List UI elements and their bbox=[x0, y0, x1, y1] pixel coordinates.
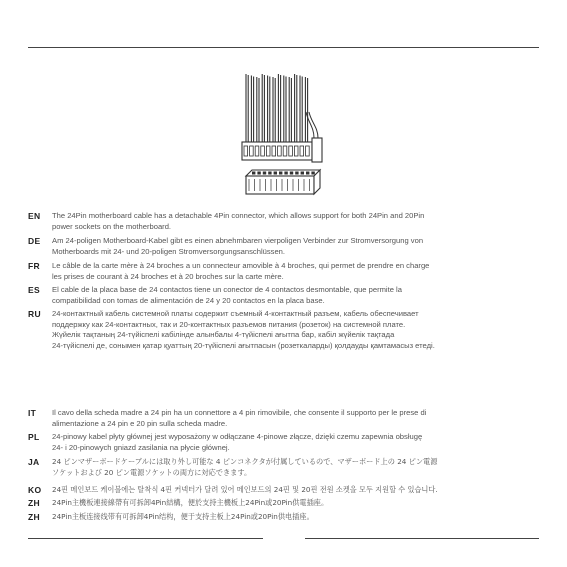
language-code: RU bbox=[28, 309, 41, 319]
language-entry-zh bbox=[28, 512, 544, 523]
language-code: JA bbox=[28, 457, 40, 467]
bottom-divider-right bbox=[305, 538, 539, 539]
language-text: The 24Pin motherboard cable has a detachable 4Pin connector, which allows support for both 24Pin and 20Pin power sockets on the motherboard. bbox=[52, 211, 425, 231]
motherboard-24pin-cable-illustration bbox=[228, 72, 328, 207]
language-entry-zh bbox=[28, 498, 544, 509]
language-text: 24Pin主機板連接線帶有可拆卸4Pin結構，便於支持主機板上24Pin或20Pin供電插座。 bbox=[52, 498, 329, 507]
language-code: ES bbox=[28, 285, 40, 295]
language-text: El cable de la placa base de 24 contactos tiene un conector de 4 contactos desmontable, que permite la compatibilidad con tomas de alimentación de 24 y 20 contactos en la placa base. bbox=[52, 285, 402, 305]
language-entry-pl bbox=[28, 432, 544, 453]
language-entry-ru bbox=[28, 309, 544, 351]
language-entry-fr bbox=[28, 261, 544, 282]
language-entry-it bbox=[28, 408, 544, 429]
language-code: ZH bbox=[28, 512, 40, 522]
language-entry-ko bbox=[28, 485, 544, 496]
language-entry-de bbox=[28, 236, 544, 257]
language-code: PL bbox=[28, 432, 40, 442]
language-text: 24-контактный кабель системной платы содержит съемный 4-контактный разъем, кабель обеспечивает поддержку как 24-контактных, так и 20-контактных разъемов питания (розеток) на системной плате. Жүйелік тақтаның 24-түйіспелі кабілінде алынбалы 4-түйіспелі ағытпа бар, кабіл жүйелік тақтада 24-түйіспелі де, сонымен қатар қуаттың 20-түйіспелі ағытпасын (розеткаларды) қолдауды қамтамасыз етеді. bbox=[52, 309, 435, 350]
language-code: DE bbox=[28, 236, 41, 246]
language-entry-en bbox=[28, 211, 544, 232]
language-code: IT bbox=[28, 408, 37, 418]
language-text: 24Pin主板连接线带有可拆卸4Pin结构，便于支持主板上24Pin或20Pin供电插座。 bbox=[52, 512, 314, 521]
language-code: ZH bbox=[28, 498, 40, 508]
top-divider bbox=[28, 47, 539, 48]
language-code: KO bbox=[28, 485, 42, 495]
bottom-divider-left bbox=[28, 538, 263, 539]
language-text: 24핀 메인보드 케이블에는 탈착식 4핀 커넥터가 달려 있어 메인보드의 24핀 및 20핀 전원 소켓을 모두 지원할 수 있습니다. bbox=[52, 485, 438, 494]
language-code: EN bbox=[28, 211, 41, 221]
language-text: 24 ピンマザーボードケーブルには取り外し可能な 4 ピンコネクタが付属しているので、マザーボード上の 24 ピン電源 ソケットおよび 20 ピン電源ソケットの両方に対応できます。 bbox=[52, 457, 438, 477]
language-entry-es bbox=[28, 285, 544, 306]
language-text: Le câble de la carte mère à 24 broches a un connecteur amovible à 4 broches, qui permet de prendre en charge les prises de courant à 24 broches et à 20 broches sur la carte mère. bbox=[52, 261, 430, 281]
language-text: Il cavo della scheda madre a 24 pin ha un connettore a 4 pin rimovibile, che consente il supporto per le prese di alimentazione a 24 pin e 20 pin sulla scheda madre. bbox=[52, 408, 427, 428]
language-text: Am 24-poligen Motherboard-Kabel gibt es einen abnehmbaren vierpoligen Verbinder zur Stromversorgung von Motherboards mit 24- und 20-poligen Stromversorgungsanschlüssen. bbox=[52, 236, 424, 256]
language-entry-ja bbox=[28, 457, 544, 478]
language-code: FR bbox=[28, 261, 40, 271]
language-text: 24-pinowy kabel płyty głównej jest wyposażony w odłączane 4-pinowe złącze, dzięki czemu zapewnia obsługę 24- i 20-pinowych gniazd zasilania na płycie głównej. bbox=[52, 432, 423, 452]
